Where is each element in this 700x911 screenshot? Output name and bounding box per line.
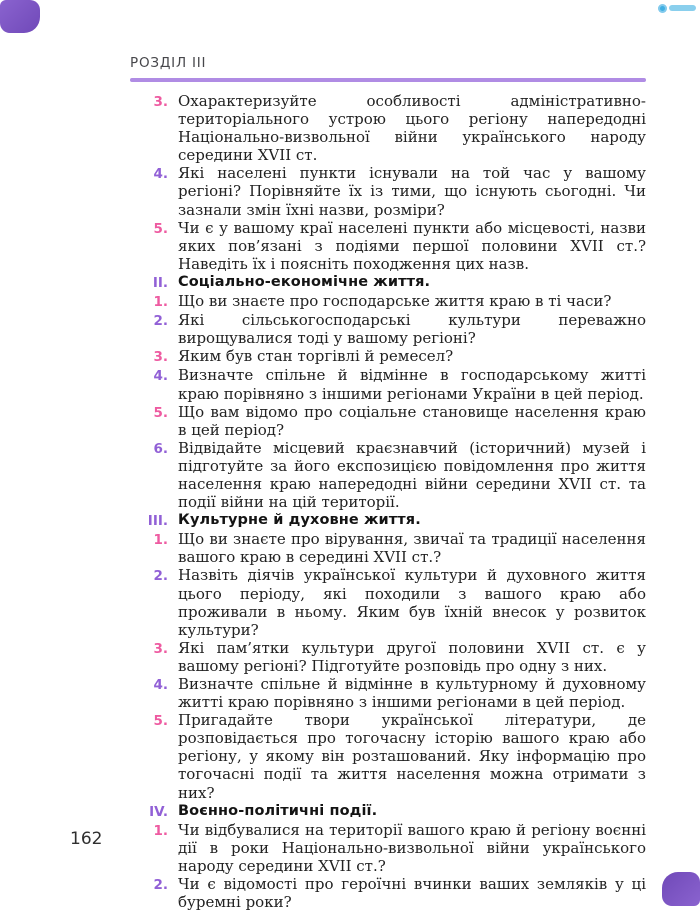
corner-tab-bottom-right xyxy=(662,872,700,906)
question-row xyxy=(130,403,646,439)
question-text: Чи відбувалися на території вашого краю й регіону воєнні дії в роки Національно-визвольної війни українського народу середини XVII ст.? xyxy=(178,820,646,875)
question-text: Охарактеризуйте особливості адміністративно-територіального устрою цього регіону напередодні Національно-визвольної війни українського народу середини XVII ст. xyxy=(178,92,646,165)
question-text: Визначте спільне й відмінне в господарському житті краю порівняно з іншими регіонами України в цей період. xyxy=(178,366,646,403)
section-numeral: III. xyxy=(147,513,168,530)
question-number: 1. xyxy=(153,294,168,311)
section-title: Культурне й духовне життя. xyxy=(178,512,421,529)
question-number: 1. xyxy=(153,532,168,549)
section-heading-row xyxy=(130,802,646,821)
question-row xyxy=(130,92,646,164)
question-number: 3. xyxy=(153,94,168,110)
question-row xyxy=(130,164,646,218)
question-text: Яким був стан торгівлі й ремесел? xyxy=(178,347,454,366)
section-heading-row xyxy=(130,511,646,530)
question-text: Що ви знаєте про господарське життя краю в ті часи? xyxy=(178,292,612,311)
question-number: 5. xyxy=(153,713,168,730)
question-number: 4. xyxy=(153,368,168,385)
question-number: 6. xyxy=(153,440,168,457)
question-text: Назвіть діячів української культури й духовного життя цього періоду, які походили з вашого краю або проживали в ньому. Яким був їхній внесок у розвиток культури? xyxy=(178,566,646,639)
question-text: Які пам’ятки культури другої половини XVII ст. є у вашому регіоні? Підготуйте розповідь про одну з них. xyxy=(178,638,646,675)
question-text: Пригадайте твори української літератури, де розповідається про тогочасну історію вашого краю або регіону, у якому він розташований. Яку інформацію про тогочасні події та життя населення можна отримати з них? xyxy=(178,711,646,802)
question-row xyxy=(130,366,646,402)
logo-text-mark xyxy=(669,5,696,11)
section-numeral: IV. xyxy=(149,803,168,820)
page-number: 162 xyxy=(70,829,103,849)
question-row xyxy=(130,639,646,675)
question-number: 4. xyxy=(153,166,168,183)
question-text: Чи є у вашому краї населені пункти або місцевості, назви яких пов’язані з подіями першої половини XVII ст.? Наведіть їх і поясніть походження цих назв. xyxy=(178,218,646,273)
question-number: 4. xyxy=(153,677,168,693)
question-row xyxy=(130,530,646,566)
watermark-logo xyxy=(658,3,696,13)
question-number: 3. xyxy=(153,349,168,366)
corner-tab-top-left xyxy=(0,0,40,33)
section-title: Воєнно-політичні події. xyxy=(178,802,378,819)
question-number: 3. xyxy=(153,640,168,657)
question-row xyxy=(130,292,646,311)
question-text: Що ви знаєте про вірування, звичаї та традиції населення вашого краю в середині XVII ст.? xyxy=(178,530,646,567)
question-number: 1. xyxy=(153,822,168,839)
question-row xyxy=(130,439,646,511)
question-row xyxy=(130,566,646,638)
section-numeral: II. xyxy=(152,274,168,291)
question-number: 5. xyxy=(153,404,168,421)
question-row xyxy=(130,347,646,366)
question-row xyxy=(130,711,646,801)
question-text: Чи є відомості про героїчні вчинки ваших земляків у ці буремні роки? xyxy=(178,875,646,911)
question-row xyxy=(130,821,646,875)
question-row xyxy=(130,675,646,711)
question-text: Які населені пункти існували на той час у вашому регіоні? Порівняйте їх із тими, що існують сьогодні. Чи зазнали змін їхні назви, розміри? xyxy=(178,164,646,219)
section-title: Соціально-економічне життя. xyxy=(178,273,431,290)
header-rule xyxy=(130,78,646,82)
question-text: Відвідайте місцевий краєзнавчий (історичний) музей і підготуйте за його експозицією повідомлення про життя населення краю напередодні війни середини XVII ст. та події війни на цій території. xyxy=(178,438,646,512)
question-number: 2. xyxy=(153,568,168,585)
question-text: Що вам відомо про соціальне становище населення краю в цей період? xyxy=(178,402,646,439)
question-number: 5. xyxy=(153,220,168,237)
question-list xyxy=(130,92,646,911)
question-text: Які сільськогосподарські культури переважно вирощувалися тоді у вашому регіоні? xyxy=(178,311,646,348)
question-row xyxy=(130,219,646,273)
running-head: РОЗДІЛ III xyxy=(130,55,207,71)
question-number: 2. xyxy=(153,877,168,894)
section-heading-row xyxy=(130,273,646,292)
logo-circle-icon xyxy=(658,4,667,13)
question-row xyxy=(130,311,646,347)
question-number: 2. xyxy=(153,313,168,330)
question-text: Визначте спільне й відмінне в культурному й духовному житті краю порівняно з іншими регіонами в цей період. xyxy=(178,675,646,712)
